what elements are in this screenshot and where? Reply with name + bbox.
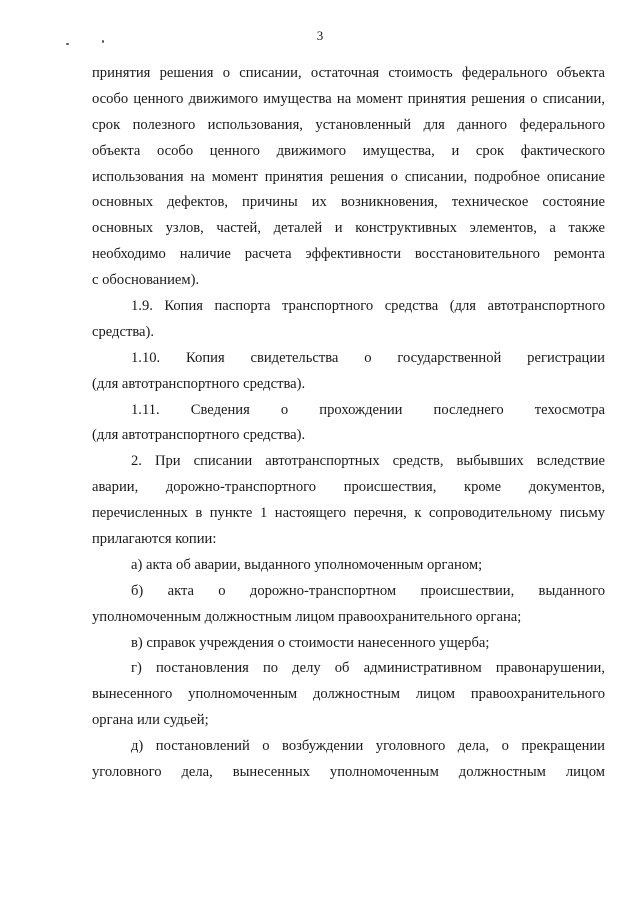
text-line: 1.9. Копия паспорта транспортного средства (для автотранспортного [131,298,605,315]
text-line: основных узлов, частей, деталей и конструктивных элементов, а также [92,220,605,237]
page-number: 3 [316,28,324,43]
text-line: д) постановлений о возбуждении уголовного дела, о прекращении [131,738,605,755]
text-line: а) акта об аварии, выданного уполномоченным органом; [131,556,483,573]
text-line: объекта особо ценного движимого имущества, и срок фактического [92,142,605,159]
text-line: использования на момент принятия решения о списании, подробное описание [92,168,605,185]
text-line: с обоснованием). [92,272,200,289]
text-line: (для автотранспортного средства). [92,427,306,444]
paragraph [92,656,605,734]
text-line: срок полезного использования, установленный для данного федерального [92,116,605,133]
text-line: перечисленных в пункте 1 настоящего перечня, к сопроводительному письму [92,505,605,522]
text-line: уголовного дела, вынесенных уполномоченным должностным лицом [92,764,605,781]
text-line: г) постановления по делу об административном правонарушении, [131,660,605,677]
text-line: средства). [92,323,155,340]
text-line: уполномоченным должностным лицом правоохранительного органа; [92,608,522,625]
paragraph [92,734,605,786]
text-line: особо ценного движимого имущества на момент принятия решения о списании, [92,90,605,107]
paragraph [92,449,605,553]
text-line: (для автотранспортного средства). [92,375,306,392]
paragraph [92,631,605,657]
paragraph [92,398,605,450]
paragraph [92,61,605,294]
text-line: 1.10. Копия свидетельства о государственной регистрации [131,349,605,366]
text-line: необходимо наличие расчета эффективности восстановительного ремонта [92,246,605,263]
scan-speck [66,43,69,45]
text-line: прилагаются копии: [92,531,217,548]
text-line: основных дефектов, причины их возникновения, техническое состояние [92,194,605,211]
text-line: в) справок учреждения о стоимости нанесенного ущерба; [131,634,490,651]
scan-speck [102,40,104,43]
paragraph [92,553,605,579]
text-line: органа или судьей; [92,712,209,729]
paragraph [92,579,605,631]
document-body [92,61,605,786]
text-line: б) акта о дорожно-транспортном происшествии, выданного [131,582,605,599]
paragraph [92,294,605,346]
text-line: 1.11. Сведения о прохождении последнего техосмотра [131,401,605,418]
text-line: аварии, дорожно-транспортного происшествия, кроме документов, [92,479,605,496]
text-line: вынесенного уполномоченным должностным лицом правоохранительного [92,686,605,703]
paragraph [92,346,605,398]
text-line: принятия решения о списании, остаточная стоимость федерального объекта [92,65,605,81]
text-line: 2. При списании автотранспортных средств, выбывших вследствие [131,453,605,470]
